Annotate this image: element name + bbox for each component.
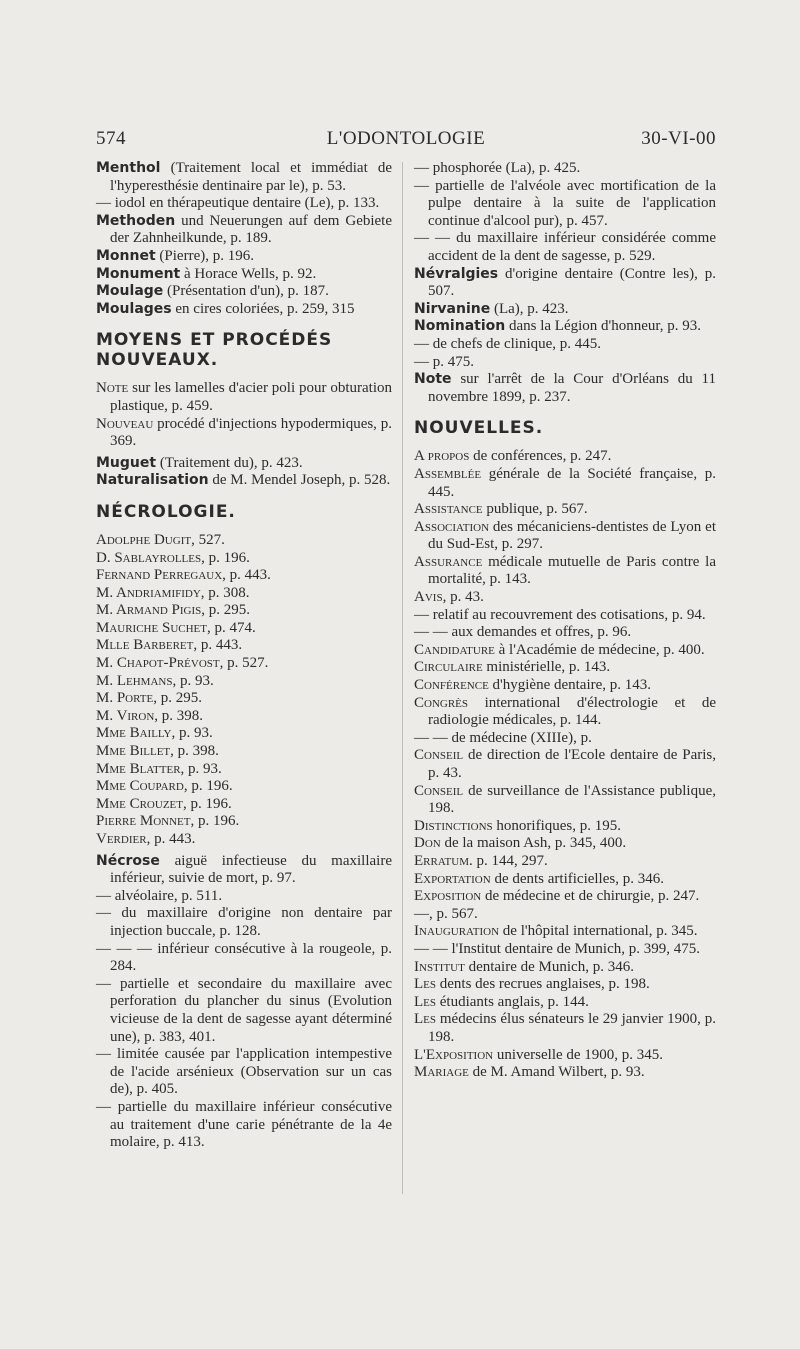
entry-text: , p. 43. — [442, 589, 484, 606]
entry-keyword: Menthol — [96, 160, 161, 176]
entry-text: médecins élus sénateurs le 29 janvier 1900, p. 198. — [428, 1011, 716, 1045]
index-entry — [414, 888, 716, 906]
entry-text: des mécaniciens-dentistes de Lyon et du Sud-Est, p. 297. — [428, 518, 716, 553]
entry-text: de direction de l'Ecole dentaire de Paris, p. 43. — [428, 747, 716, 781]
entry-keyword: Adolphe Dugit — [96, 531, 192, 548]
index-entry — [96, 213, 392, 248]
index-entry — [414, 941, 716, 959]
entry-keyword: Naturalisation — [96, 472, 209, 489]
entry-text: aiguë infectieuse du maxillaire inférieur, suivie de mort, p. 97. — [110, 852, 392, 887]
index-entry — [414, 607, 716, 625]
index-entry — [96, 941, 392, 976]
index-entry — [414, 976, 716, 994]
index-entry — [96, 567, 392, 585]
entry-text: , p. 93. — [172, 672, 214, 689]
entry-text: universelle de 1900, p. 345. — [493, 1046, 664, 1063]
entry-text: , p. 196. — [182, 795, 232, 812]
index-entry — [414, 1064, 716, 1082]
entry-text: dents des recrues anglaises, p. 198. — [436, 976, 650, 993]
entry-keyword: Mme Crouzet — [96, 795, 183, 812]
index-entry — [96, 620, 392, 638]
entry-text: étudiants anglais, p. 144. — [436, 993, 589, 1010]
entry-keyword: Note — [96, 380, 129, 397]
entry-text: publique, p. 567. — [482, 501, 588, 518]
entry-keyword: Don — [414, 835, 441, 852]
entry-text: , p. 443. — [146, 831, 196, 847]
entry-text: , p. 93. — [171, 725, 213, 742]
index-entry — [96, 550, 392, 568]
left-column — [96, 160, 392, 1152]
index-entry — [96, 690, 392, 708]
index-entry — [414, 959, 716, 977]
entry-keyword: Conférence — [414, 677, 489, 694]
index-entry — [414, 301, 716, 319]
entry-keyword: Nécrose — [96, 852, 160, 869]
index-entry — [96, 831, 392, 849]
entry-keyword: Monnet — [96, 247, 156, 264]
entry-text: — — du maxillaire inférieur considérée comme accident de la dent de sagesse, p. 529. — [414, 230, 716, 264]
entry-text: und Neuerungen auf dem Gebiete der Zahnheilkunde, p. 189. — [110, 212, 392, 247]
index-entry — [414, 677, 716, 695]
entry-text: à l'Académie de médecine, p. 400. — [494, 641, 705, 658]
index-entry — [414, 695, 716, 730]
right-column — [414, 160, 716, 1082]
index-entry — [414, 501, 716, 519]
entry-text: , p. 295. — [201, 602, 251, 619]
entry-keyword: Circulaire — [414, 659, 483, 676]
index-entry — [414, 354, 716, 372]
entry-keyword: D. Sablayrolles — [96, 549, 202, 566]
entry-text: procédé d'injections hypodermiques, p. 369. — [110, 415, 392, 450]
entry-keyword: Verdier — [96, 831, 147, 847]
entry-text: , p. 196. — [190, 813, 240, 830]
index-entry — [414, 371, 716, 406]
index-entry — [414, 783, 716, 818]
entry-text: international d'électrologie et de radiologie médicales, p. 144. — [428, 694, 716, 729]
entry-keyword: Nouveau — [96, 415, 154, 432]
entry-text: de M. Mendel Joseph, p. 528. — [208, 472, 391, 489]
entry-keyword: L'Exposition — [414, 1046, 494, 1063]
entry-text: sur l'arrêt de la Cour d'Orléans du 11 novembre 1899, p. 237. — [428, 371, 716, 405]
entry-text: — alvéolaire, p. 511. — [96, 887, 223, 904]
index-entry — [96, 888, 392, 906]
index-entry — [414, 318, 716, 336]
entry-keyword: Moulage — [96, 283, 164, 300]
index-entry — [96, 725, 392, 743]
index-entry — [96, 673, 392, 691]
entry-text: (Traitement local et immédiat de l'hyperesthésie dentinaire par le), p. 53. — [110, 160, 392, 194]
index-entry — [414, 589, 716, 607]
index-entry — [96, 761, 392, 779]
entry-keyword: Assemblée — [414, 465, 482, 482]
entry-keyword: Conseil — [414, 747, 464, 764]
entry-text: , p. 474. — [206, 619, 256, 636]
index-entry — [414, 466, 716, 501]
index-entry — [414, 994, 716, 1012]
entry-keyword: Association — [414, 518, 490, 535]
entry-keyword: Avis — [414, 589, 443, 606]
entry-keyword: M. Lehmans — [96, 672, 173, 689]
entry-text: de médecine et de chirurgie, p. 247. — [481, 888, 700, 905]
entry-text: — p. 475. — [414, 353, 474, 370]
entry-text: , 527. — [191, 531, 225, 548]
entry-text: d'hygiène dentaire, p. 143. — [488, 677, 652, 694]
entry-text: de M. Amand Wilbert, p. 93. — [468, 1064, 645, 1081]
entry-keyword: Les — [414, 1011, 436, 1028]
entry-text: — — aux demandes et offres, p. 96. — [414, 624, 632, 641]
index-entry — [96, 655, 392, 673]
entry-keyword: M. Porte — [96, 690, 154, 707]
entry-text: à Horace Wells, p. 92. — [180, 265, 317, 282]
entry-text: médicale mutuelle de Paris contre la mortalité, p. 143. — [428, 553, 716, 588]
index-entry — [96, 1046, 392, 1099]
entry-text: , p. 443. — [193, 637, 243, 654]
entry-text: (Présentation d'un), p. 187. — [163, 283, 329, 300]
entry-keyword: Nirvanine — [414, 300, 491, 317]
entry-text: de l'hôpital international, p. 345. — [499, 923, 698, 940]
index-entry — [96, 976, 392, 1046]
entry-keyword: Distinctions — [414, 817, 493, 834]
entry-keyword: Assurance — [414, 553, 483, 570]
index-entry — [414, 835, 716, 853]
index-entry — [96, 380, 392, 415]
entry-text: sur les lamelles d'acier poli pour obturation plastique, p. 459. — [110, 380, 392, 414]
index-entry — [96, 416, 392, 451]
entry-keyword: Nomination — [414, 318, 506, 335]
section-heading: NÉCROLOGIE. — [96, 501, 236, 522]
index-entry — [414, 818, 716, 836]
entry-keyword: M. Chapot-Prévost — [96, 655, 220, 672]
entry-text: dentaire de Munich, p. 346. — [464, 958, 634, 975]
entry-text: . p. 144, 297. — [469, 852, 548, 869]
entry-text: — — — inférieur consécutive à la rougeole, p. 284. — [96, 940, 392, 975]
entry-keyword: Les — [414, 976, 436, 993]
index-entry — [96, 301, 392, 319]
entry-keyword: Mauriche Suchet — [96, 619, 207, 636]
index-entry — [414, 853, 716, 871]
entry-keyword: M. Andriamifidy — [96, 584, 201, 601]
entry-keyword: Mme Blatter — [96, 760, 181, 777]
entry-text: (Pierre), p. 196. — [155, 247, 254, 264]
index-entry — [96, 905, 392, 940]
entry-keyword: M. Armand Pigis — [96, 602, 202, 619]
index-entry — [414, 1047, 716, 1065]
journal-title: L'ODONTOLOGIE — [326, 128, 486, 149]
entry-keyword: Muguet — [96, 454, 157, 471]
entry-keyword: Pierre Monnet — [96, 813, 191, 830]
entry-keyword: Moulages — [96, 300, 172, 317]
index-entry — [96, 195, 392, 213]
index-entry — [96, 708, 392, 726]
index-entry — [96, 743, 392, 761]
entry-text: — iodol en thérapeutique dentaire (Le), p. 133. — [96, 195, 380, 212]
entry-text: — — de médecine (XIIIe), p. — [414, 729, 592, 746]
entry-keyword: Mme Bailly — [96, 725, 172, 742]
index-entry — [414, 923, 716, 941]
index-entry — [414, 519, 716, 554]
entry-keyword: Note — [414, 371, 452, 388]
index-entry — [414, 642, 716, 660]
entry-text: (La), p. 423. — [490, 300, 569, 317]
entry-text: , p. 527. — [219, 655, 269, 672]
entry-text: — — l'Institut dentaire de Munich, p. 399, 475. — [414, 940, 700, 957]
index-entry — [414, 871, 716, 889]
entry-keyword: Erratum — [414, 852, 470, 869]
entry-keyword: Candidature — [414, 641, 495, 658]
index-entry — [414, 336, 716, 354]
entry-keyword: Mme Coupard — [96, 778, 184, 795]
index-entry — [96, 266, 392, 284]
entry-text: ministérielle, p. 143. — [482, 659, 611, 676]
index-entry — [96, 283, 392, 301]
entry-text: , p. 308. — [200, 584, 250, 601]
index-entry — [414, 178, 716, 231]
page-number: 574 — [96, 128, 126, 149]
index-entry — [96, 585, 392, 603]
column-divider — [402, 162, 403, 1194]
entry-keyword: Inauguration — [414, 923, 500, 940]
entry-text: — partielle et secondaire du maxillaire avec perforation du plancher du sinus (Evolution vicieuse de la dent de sagesse ayant déterminé une), p. 383, 401. — [96, 975, 392, 1045]
index-entry — [96, 1099, 392, 1152]
entry-text: — de chefs de clinique, p. 445. — [414, 335, 602, 352]
entry-text: (Traitement du), p. 423. — [156, 454, 303, 471]
entry-keyword: Névralgies — [414, 265, 499, 282]
index-entry — [96, 160, 392, 195]
entry-keyword: Monument — [96, 265, 181, 282]
entry-text: générale de la Société française, p. 445. — [428, 465, 716, 500]
entry-text: dans la Légion d'honneur, p. 93. — [505, 318, 702, 335]
entry-text: — du maxillaire d'origine non dentaire par injection buccale, p. 128. — [96, 905, 392, 939]
index-entry — [414, 266, 716, 301]
entry-text: — limitée causée par l'application intempestive de l'acide arsénieux (Observation sur un cas de), p. 405. — [96, 1046, 392, 1098]
index-entry — [414, 747, 716, 782]
index-entry — [96, 455, 392, 473]
entry-keyword: Mlle Barberet — [96, 637, 194, 654]
entry-keyword: Les — [414, 993, 436, 1010]
entry-text: honorifiques, p. 195. — [492, 817, 621, 834]
entry-text: de conférences, p. 247. — [469, 448, 612, 465]
entry-keyword: A propos — [414, 448, 470, 465]
entry-keyword: Methoden — [96, 212, 176, 229]
entry-text: , p. 196. — [201, 549, 250, 566]
index-entry — [414, 730, 716, 748]
index-entry — [96, 796, 392, 814]
entry-text: en cires coloriées, p. 259, 315 — [171, 300, 355, 317]
index-entry — [414, 448, 716, 466]
running-header — [96, 128, 716, 156]
entry-text: — phosphorée (La), p. 425. — [414, 160, 581, 176]
entry-text: , p. 398. — [154, 707, 204, 724]
entry-text: d'origine dentaire (Contre les), p. 507. — [428, 265, 716, 300]
entry-text: de dents artificielles, p. 346. — [490, 870, 664, 887]
entry-keyword: Mariage — [414, 1064, 469, 1081]
index-entry — [414, 624, 716, 642]
index-entry — [96, 472, 392, 490]
section-heading: MOYENS ET PROCÉDÉS NOUVEAUX. — [96, 330, 333, 371]
entry-keyword: M. Viron — [96, 707, 155, 724]
index-entry — [414, 659, 716, 677]
entry-text: — partielle de l'alvéole avec mortification de la pulpe dentaire à la suite de l'application continue d'alcool pur), p. 457. — [414, 177, 716, 229]
index-entry — [414, 160, 716, 178]
index-entry — [96, 778, 392, 796]
entry-text: — partielle du maxillaire inférieur consécutive au traitement d'une carie pénétrante de la 4e molaire, p. 413. — [96, 1098, 392, 1151]
entry-text: , p. 196. — [183, 778, 233, 795]
entry-keyword: Congrès — [414, 694, 469, 711]
entry-keyword: Fernand Perregaux — [96, 567, 223, 584]
entry-text: , p. 93. — [180, 760, 222, 777]
entry-keyword: Exportation — [414, 870, 491, 887]
entry-keyword: Exposition — [414, 888, 482, 905]
entry-keyword: Mme Billet — [96, 743, 171, 760]
entry-text: de surveillance de l'Assistance publique, 198. — [428, 782, 716, 817]
entry-keyword: Assistance — [414, 501, 483, 518]
index-entry — [96, 602, 392, 620]
index-entry — [414, 230, 716, 265]
entry-text: de la maison Ash, p. 345, 400. — [440, 835, 627, 852]
index-entry — [96, 853, 392, 888]
index-entry — [96, 532, 392, 550]
entry-text: —, p. 567. — [414, 905, 478, 922]
section-heading: NOUVELLES. — [414, 418, 544, 439]
entry-text: , p. 398. — [170, 743, 219, 760]
issue-date: 30-VI-00 — [641, 128, 716, 149]
entry-text: — relatif au recouvrement des cotisations, p. 94. — [414, 606, 706, 623]
index-entry — [414, 554, 716, 589]
entry-text: , p. 443. — [222, 567, 271, 584]
index-entry — [96, 813, 392, 831]
entry-keyword: Conseil — [414, 782, 464, 799]
index-entry — [96, 637, 392, 655]
entry-text: , p. 295. — [153, 690, 202, 707]
index-entry — [414, 906, 716, 924]
entry-keyword: Institut — [414, 958, 465, 975]
index-entry — [414, 1011, 716, 1046]
index-entry — [96, 248, 392, 266]
